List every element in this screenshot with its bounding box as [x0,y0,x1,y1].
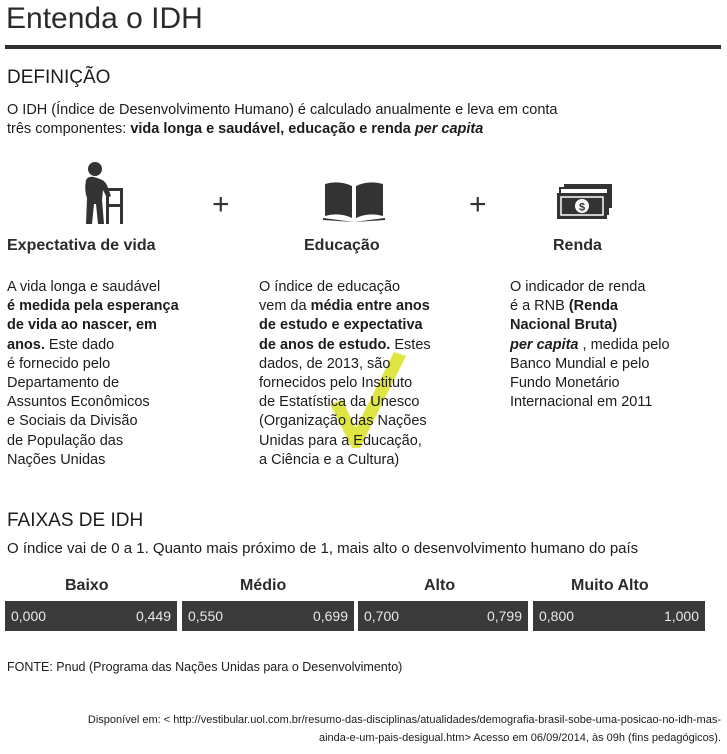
band-bar-baixo [5,601,177,631]
faixas-heading: FAIXAS DE IDH [7,510,144,531]
svg-text:$: $ [578,201,586,214]
band-max: 0,799 [486,608,522,624]
band-bar-alto [358,601,528,631]
definicao-text [7,101,557,139]
expectativa-text: A vida longa e saudável é medida pela esperança de vida ao nascer, em anos. Este dado é fornecido pelo Departamento de Assuntos Econômicos e Sociais da Divisão de População das Nações Unidas [7,279,179,468]
renda-text: O indicador de renda é a RNB (Renda Nacional Bruta) per capita , medida pelo Banco Mundial e pelo Fundo Monetário Internacional em 2011 [510,279,670,411]
band-min: 0,800 [539,608,575,624]
elderly-walker-icon [78,160,126,226]
faixas-subtitle: O índice vai de 0 a 1. Quanto mais próximo de 1, mais alto o desenvolvimento humano do país [7,540,639,557]
band-label-medio: Médio [240,577,287,594]
band-bar-medio [182,601,354,631]
intro-line-2: três componentes: vida longa e saudável, educação e renda per capita [7,121,484,137]
money-bills-icon [556,184,614,220]
band-min: 0,550 [188,608,224,624]
band-bar-muito-alto [533,601,705,631]
band-max: 0,449 [135,608,171,624]
band-min: 0,700 [364,608,400,624]
band-min: 0,000 [11,608,47,624]
plus-sign-2: + [469,188,487,221]
band-label-muito-alto: Muito Alto [571,577,649,594]
plus-sign-1: + [212,188,230,221]
available-at-line-2: ainda-e-um-pais-desigual.htm> Acesso em 06/09/2014, às 09h (fins pedagógicos). [318,732,721,744]
available-at-line-1: Disponível em: < http://vestibular.uol.com.br/resumo-das-disciplinas/atualidades/demografia-brasil-sobe-uma-posicao-no-idh-mas- [87,714,721,726]
intro-line-1: O IDH (Índice de Desenvolvimento Humano) é calculado anualmente e leva em conta [7,102,558,118]
band-label-baixo: Baixo [65,577,109,594]
source-note: FONTE: Pnud (Programa das Nações Unidas para o Desenvolvimento) [7,660,403,674]
expectativa-title: Expectativa de vida [7,237,156,254]
band-max: 0,699 [312,608,348,624]
renda-title: Renda [553,237,602,254]
band-label-alto: Alto [424,577,456,594]
band-max: 1,000 [663,608,699,624]
book-icon [323,180,385,222]
educacao-title: Educação [304,237,380,254]
page-title: Entenda o IDH [6,2,203,35]
definicao-heading: DEFINIÇÃO [7,67,111,88]
educacao-text: O índice de educação vem da média entre anos de estudo e expectativa de anos de estudo. Estes dados, de 2013, são fornecidos pelo Instituto de Estatística da Unesco (Organização das Nações Unidas para a Educação, a Ciência e a Cultura) [259,279,431,468]
title-divider [5,45,721,49]
